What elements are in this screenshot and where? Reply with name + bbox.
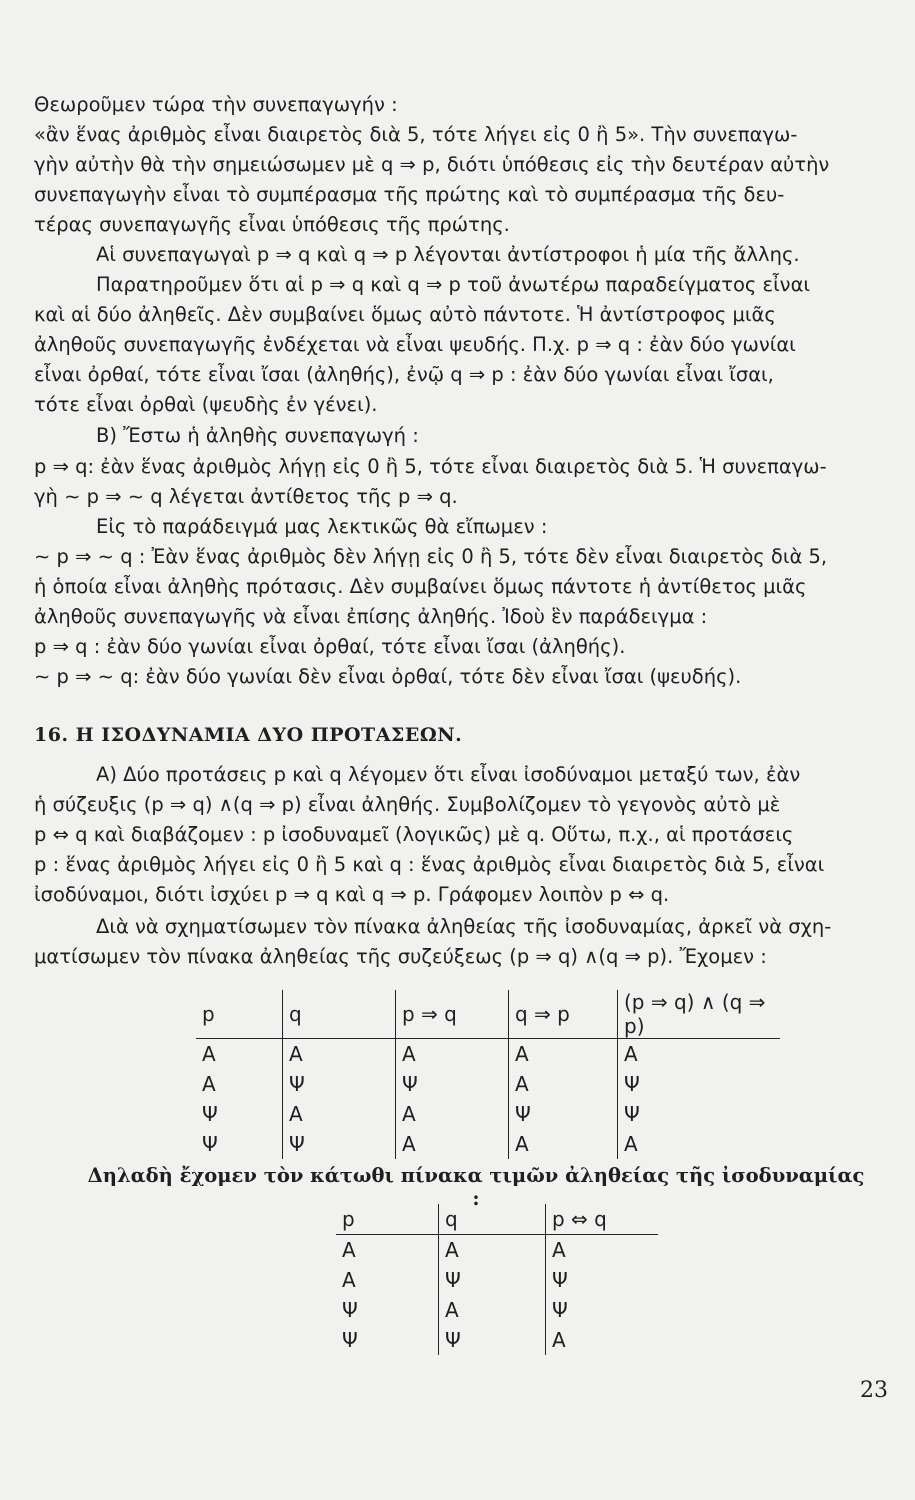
table-cell: Α <box>509 1129 618 1159</box>
table-cell: Α <box>283 1099 396 1129</box>
text-line: «ἂν ἕνας ἀριθμὸς εἶναι διαιρετὸς διὰ 5, τότε λήγει εἰς 0 ἢ 5». Τὴν συνεπαγω- <box>34 123 798 146</box>
table-cell: Ψ <box>618 1099 781 1129</box>
text-line: Εἰς τὸ παράδειγμά μας λεκτικῶς θὰ εἴπωμεν : <box>96 515 548 538</box>
table-cell: Α <box>283 1039 396 1070</box>
page-number: 23 <box>860 1378 888 1403</box>
table-cell: Ψ <box>202 1132 218 1156</box>
section-heading: 16. Η ΙΣΟΔΥΝΑΜΙΑ ΔΥΟ ΠΡΟΤΑΣΕΩΝ. <box>34 724 463 746</box>
truth-table-conjunction <box>196 990 780 1159</box>
text-line: ματίσωμεν τὸν πίνακα ἀληθείας τῆς συζεύξεως (p ⇒ q) ∧(q ⇒ p). Ἔχομεν : <box>34 945 767 968</box>
text-line: ἡ ὁποία εἶναι ἀληθὴς πρότασις. Δὲν συμβαίνει ὅμως πάντοτε ἡ ἀντίθετος μιᾶς <box>34 575 807 598</box>
table-row <box>196 1129 780 1159</box>
table-row <box>336 1235 658 1266</box>
table-cell: Ψ <box>342 1328 358 1352</box>
table-row <box>336 1295 658 1325</box>
table-cell: Α <box>618 1039 781 1070</box>
truth-table-equivalence <box>336 1204 658 1355</box>
table-cell: Ψ <box>283 1129 396 1159</box>
text-line: Θεωροῦμεν τώρα τὴν συνεπαγωγήν : <box>34 93 398 116</box>
table-cell: Ψ <box>396 1069 509 1099</box>
text-line: καὶ αἱ δύο ἀληθεῖς. Δὲν συμβαίνει ὅμως αὐτὸ πάντοτε. Ἡ ἀντίστροφος μιᾶς <box>34 303 776 326</box>
table-cell: Α <box>546 1325 659 1355</box>
table-row <box>196 1039 780 1070</box>
text-line: ἀληθοῦς συνεπαγωγῆς ἐνδέχεται νὰ εἶναι ψευδής. Π.χ. p ⇒ q : ἐὰν δύο γωνίαι <box>34 333 796 356</box>
text-line: p ⇔ q καὶ διαβάζομεν : p ἰσοδυναμεῖ (λογικῶς) μὲ q. Οὕτω, π.χ., αἱ προτάσεις <box>34 823 794 846</box>
text-line: Παρατηροῦμεν ὅτι αἱ p ⇒ q καὶ q ⇒ p τοῦ ἀνωτέρω παραδείγματος εἶναι <box>96 273 811 296</box>
column-header: p <box>336 1204 439 1235</box>
text-line: ἀληθοῦς συνεπαγωγῆς νὰ εἶναι ἐπίσης ἀληθής. Ἰδοὺ ἓν παράδειγμα : <box>34 605 708 628</box>
table-cell: Α <box>439 1295 546 1325</box>
text-line: ἰσοδύναμοι, διότι ἰσχύει p ⇒ q καὶ q ⇒ p. Γράφομεν λοιπὸν p ⇔ q. <box>34 883 670 906</box>
table-row <box>336 1325 658 1355</box>
summary-line: Δηλαδὴ ἔχομεν τὸν κάτωθι πίνακα τιμῶν ἀληθείας τῆς ἰσοδυναμίας : <box>87 1164 865 1210</box>
text-line: τέρας συνεπαγωγῆς εἶναι ὑπόθεσις τῆς πρώτης. <box>34 213 510 236</box>
table-cell: Α <box>509 1069 618 1099</box>
table-cell: Α <box>396 1099 509 1129</box>
text-line: Αἱ συνεπαγωγαὶ p ⇒ q καὶ q ⇒ p λέγονται ἀντίστροφοι ἡ μία τῆς ἄλλης. <box>96 243 800 266</box>
table-row <box>196 1099 780 1129</box>
table-header-row <box>196 990 780 1039</box>
table-cell: Α <box>509 1039 618 1070</box>
text-line: εἶναι ὀρθαί, τότε εἶναι ἴσαι (ἀληθής), ἐνῷ q ⇒ p : ἐὰν δύο γωνίαι εἶναι ἴσαι, <box>34 363 774 386</box>
table-cell: Ψ <box>546 1295 659 1325</box>
column-header: (p ⇒ q) ∧ (q ⇒ p) <box>618 990 781 1039</box>
column-header: q <box>283 990 396 1039</box>
column-header: p ⇒ q <box>396 990 509 1039</box>
table-row <box>196 1069 780 1099</box>
text-line: τότε εἶναι ὀρθαὶ (ψευδὴς ἐν γένει). <box>34 393 378 416</box>
text-line: ἡ σύζευξις (p ⇒ q) ∧(q ⇒ p) εἶναι ἀληθής. Συμβολίζομεν τὸ γεγονὸς αὐτὸ μὲ <box>34 793 781 816</box>
table-cell: Α <box>202 1042 216 1066</box>
text-line: Α) Δύο προτάσεις p καὶ q λέγομεν ὅτι εἶναι ἰσοδύναμοι μεταξύ των, ἐὰν <box>96 763 801 786</box>
table-cell: Ψ <box>509 1099 618 1129</box>
text-line: γὴ ∼ p ⇒ ∼ q λέγεται ἀντίθετος τῆς p ⇒ q. <box>34 485 458 508</box>
table-cell: Α <box>546 1235 659 1266</box>
table-cell: Α <box>439 1235 546 1266</box>
table-cell: Ψ <box>342 1298 358 1322</box>
text-line: ∼ p ⇒ ∼ q : Ἐὰν ἕνας ἀριθμὸς δὲν λήγῃ εἰς 0 ἢ 5, τότε δὲν εἶναι διαιρετὸς διὰ 5, <box>34 545 828 568</box>
table-header-row <box>336 1204 658 1235</box>
text-line: γὴν αὐτὴν θὰ τὴν σημειώσωμεν μὲ q ⇒ p, διότι ὑπόθεσις εἰς τὴν δευτέραν αὐτὴν <box>34 153 830 176</box>
table-cell: Ψ <box>618 1069 781 1099</box>
table-cell: Ψ <box>202 1102 218 1126</box>
table-cell: Α <box>342 1238 356 1262</box>
table-cell: Α <box>202 1072 216 1096</box>
text-line: συνεπαγωγὴν εἶναι τὸ συμπέρασμα τῆς πρώτης καὶ τὸ συμπέρασμα τῆς δευ- <box>34 183 785 206</box>
table-cell: Α <box>396 1039 509 1070</box>
table-row <box>336 1265 658 1295</box>
table-cell: Ψ <box>546 1265 659 1295</box>
column-header: q <box>439 1204 546 1235</box>
text-line: Β) Ἔστω ἡ ἀληθὴς συνεπαγωγή : <box>96 424 419 447</box>
column-header: p ⇔ q <box>546 1204 659 1235</box>
table-cell: Α <box>342 1268 356 1292</box>
table-cell: Ψ <box>439 1265 546 1295</box>
column-header: p <box>196 990 283 1039</box>
text-line: ∼ p ⇒ ∼ q: ἐὰν δύο γωνίαι δὲν εἶναι ὀρθαί, τότε δὲν εἶναι ἴσαι (ψευδής). <box>34 665 742 688</box>
text-line: p ⇒ q : ἐὰν δύο γωνίαι εἶναι ὀρθαί, τότε εἶναι ἴσαι (ἀληθής). <box>34 635 626 658</box>
text-line: p ⇒ q: ἐὰν ἕνας ἀριθμὸς λήγῃ εἰς 0 ἢ 5, τότε εἶναι διαιρετὸς διὰ 5. Ἡ συνεπαγω- <box>34 455 827 478</box>
table-cell: Ψ <box>283 1069 396 1099</box>
column-header: q ⇒ p <box>509 990 618 1039</box>
text-line: p : ἕνας ἀριθμὸς λήγει εἰς 0 ἢ 5 καὶ q : ἕνας ἀριθμὸς εἶναι διαιρετὸς διὰ 5, εἶναι <box>34 853 825 876</box>
table-cell: Α <box>396 1129 509 1159</box>
text-line: Διὰ νὰ σχηματίσωμεν τὸν πίνακα ἀληθείας τῆς ἰσοδυναμίας, ἀρκεῖ νὰ σχη- <box>96 915 832 938</box>
table-cell: Ψ <box>439 1325 546 1355</box>
table-cell: Α <box>618 1129 781 1159</box>
